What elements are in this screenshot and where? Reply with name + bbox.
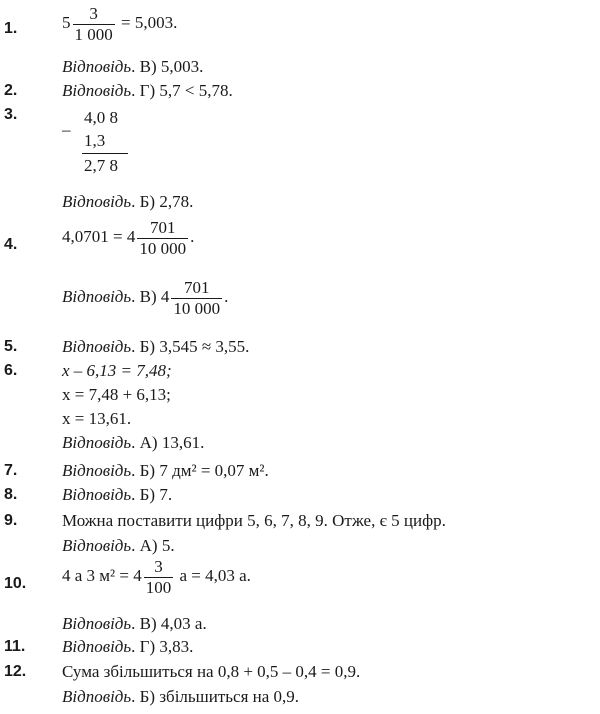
fraction-denominator: 10 000	[173, 298, 221, 318]
answer-value: Б) 2,78.	[139, 192, 194, 211]
equation-step-text: x = 7,48 + 6,13;	[62, 385, 171, 404]
problem-number: 7.	[4, 462, 18, 479]
answer-label: Відповідь	[62, 614, 132, 633]
problem-number: 4.	[4, 236, 18, 253]
difference: 2,7 8	[84, 156, 118, 175]
fraction	[144, 557, 174, 597]
fraction-denominator: 100	[145, 577, 172, 597]
problem-number: 3.	[4, 106, 18, 123]
fraction-denominator: 1 000	[74, 24, 113, 44]
answer-line: Відповідь. Б) 7 дм² = 0,07 м².	[62, 461, 269, 480]
fraction	[137, 218, 188, 258]
answer-value: В) 4	[139, 286, 170, 306]
answer-label: Відповідь	[62, 337, 132, 356]
answer-value: Б) 3,545 ≈ 3,55.	[139, 337, 250, 356]
answer-end: .	[224, 286, 229, 306]
equation-rest: = 5,003.	[121, 12, 178, 32]
equation-step	[62, 361, 172, 381]
answer-label: Відповідь	[62, 81, 132, 100]
answer-line: Відповідь. В) 4 $\frac{701}{10 000}$ .	[62, 278, 229, 318]
equation-end: .	[190, 226, 195, 246]
problem-10-equation	[62, 557, 251, 597]
fraction	[73, 4, 115, 44]
fraction-numerator: 701	[149, 218, 176, 237]
solution-sentence: Сума збільшиться на 0,8 + 0,5 – 0,4 = 0,9.	[62, 662, 361, 681]
answer-line: Відповідь. Г) 3,83.	[62, 637, 194, 656]
answer-label: Відповідь	[62, 192, 132, 211]
problem-number: 9.	[4, 512, 18, 529]
answer-line: Відповідь. В) 5,003.	[62, 57, 204, 76]
answer-value: А) 13,61.	[139, 433, 205, 452]
equation-step	[62, 385, 171, 405]
minus-sign: –	[62, 120, 71, 139]
problem-number: 6.	[4, 362, 18, 379]
answer-label: Відповідь	[62, 536, 132, 555]
answer-line: Відповідь. Б) 2,78.	[62, 192, 194, 211]
answer-label: Відповідь	[62, 433, 132, 452]
answer-value: Б) збільшиться на 0,9.	[139, 687, 300, 706]
column-subtraction	[62, 108, 152, 184]
problem-number: 10.	[4, 575, 27, 592]
answer-value: В) 5,003.	[139, 57, 204, 76]
equation-lhs: 4,0701 = 4	[62, 226, 136, 246]
answer-line: Відповідь. Б) збільшиться на 0,9.	[62, 687, 300, 706]
answer-value: Б) 7 дм² = 0,07 м².	[139, 461, 269, 480]
answer-line: Відповідь. А) 5.	[62, 536, 175, 555]
solution-text	[62, 511, 446, 531]
fraction-numerator: 701	[184, 278, 210, 297]
answer-line: Відповідь. В) 4,03 а.	[62, 614, 207, 633]
equation-step-text: x = 13,61.	[62, 409, 132, 428]
answer-value: Г) 5,7 < 5,78.	[139, 81, 233, 100]
fraction-numerator: 3	[154, 557, 163, 576]
answer-value: А) 5.	[139, 536, 175, 555]
fraction	[171, 278, 222, 318]
answer-value: Б) 7.	[139, 485, 173, 504]
fraction-denominator: 10 000	[139, 238, 187, 258]
problem-1-equation	[62, 4, 177, 44]
answer-label: Відповідь	[62, 687, 132, 706]
whole-part: 5	[62, 12, 71, 32]
solution-text	[62, 662, 360, 682]
equation-rhs: а = 4,03 а.	[179, 565, 251, 585]
problem-number: 1.	[4, 20, 18, 37]
answer-value: В) 4,03 а.	[139, 614, 207, 633]
problem-number: 12.	[4, 663, 27, 680]
equation-step-text: x – 6,13 = 7,48;	[62, 361, 172, 380]
answer-label: Відповідь	[62, 461, 132, 480]
answer-line: Відповідь. Б) 3,545 ≈ 3,55.	[62, 337, 250, 356]
problem-number: 8.	[4, 486, 18, 503]
answer-label: Відповідь	[62, 637, 132, 656]
equation-lhs: 4 а 3 м² = 4	[62, 565, 142, 585]
fraction-numerator: 3	[89, 4, 98, 23]
answer-line: Відповідь. Б) 7.	[62, 485, 173, 504]
answer-label: Відповідь	[62, 485, 132, 504]
answer-label: Відповідь	[62, 286, 132, 306]
equation-step	[62, 409, 131, 429]
solution-sentence: Можна поставити цифри 5, 6, 7, 8, 9. Отже, є 5 цифр.	[62, 511, 446, 530]
answer-line: Відповідь. А) 13,61.	[62, 433, 205, 452]
problem-number: 2.	[4, 82, 18, 99]
result-bar	[82, 153, 128, 154]
problem-number: 5.	[4, 338, 18, 355]
subtrahend: 1,3	[84, 131, 106, 150]
answer-line: Відповідь. Г) 5,7 < 5,78.	[62, 81, 233, 100]
problem-number: 11.	[4, 638, 26, 655]
answer-value: Г) 3,83.	[139, 637, 194, 656]
minuend: 4,0 8	[84, 108, 118, 127]
problem-4-equation	[62, 218, 194, 258]
answer-label: Відповідь	[62, 57, 132, 76]
